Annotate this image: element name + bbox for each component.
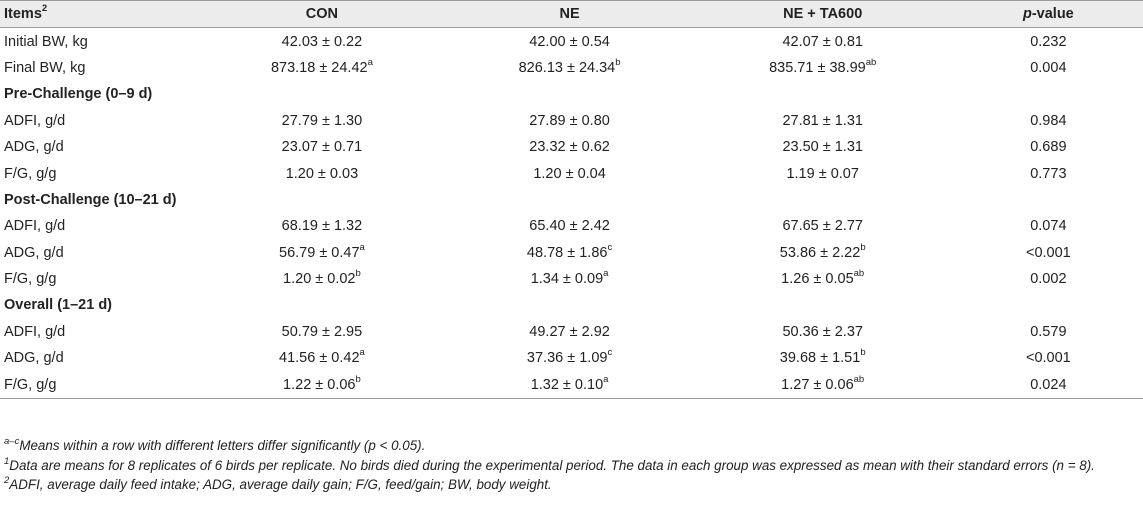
- table-row: [0, 371, 1143, 398]
- cell-p-value: 0.074: [1030, 218, 1067, 235]
- cell-p-value: 0.773: [1030, 165, 1067, 182]
- cell-con: [196, 28, 447, 55]
- row-label: Final BW, kg: [4, 59, 86, 76]
- footnote-significance: [4, 436, 1137, 456]
- row-label: ADG, g/d: [4, 244, 64, 261]
- cell-p-value: 0.004: [1030, 59, 1067, 76]
- cell-ne-ta600: [692, 55, 954, 81]
- section-label: Overall (1–21 d): [4, 297, 112, 314]
- cell-ne: [447, 55, 691, 81]
- row-label: F/G, g/g: [4, 165, 57, 182]
- table-row: [0, 319, 1143, 345]
- row-label: ADG, g/d: [4, 350, 64, 367]
- header-p-value: [954, 1, 1143, 28]
- significance-letter: a: [603, 373, 609, 385]
- cell-value: 1.22 ± 0.06: [283, 376, 356, 393]
- cell-ne: [447, 213, 691, 239]
- cell-ne-ta600: [692, 160, 954, 186]
- cell-value: 41.56 ± 0.42: [279, 350, 360, 367]
- table-row: [0, 266, 1143, 292]
- cell-value: 53.86 ± 2.22: [779, 244, 861, 261]
- cell-value: 50.79 ± 2.95: [281, 323, 363, 340]
- cell-value: 1.20 ± 0.04: [533, 165, 606, 182]
- footnote-text: Means within a row with different letters differ significantly (p < 0.05).: [19, 438, 426, 453]
- cell-value: 23.07 ± 0.71: [281, 139, 363, 156]
- cell-con: [196, 160, 447, 186]
- table-row: [0, 240, 1143, 266]
- cell-p-value: 0.689: [1030, 139, 1067, 156]
- significance-letter: ab: [853, 373, 865, 385]
- cell-p-value: <0.001: [1025, 350, 1071, 367]
- row-label: Initial BW, kg: [4, 33, 88, 50]
- cell-value: 50.36 ± 2.37: [782, 323, 863, 340]
- row-label: ADG, g/d: [4, 139, 64, 156]
- cell-ne: [447, 108, 691, 134]
- table-row: [0, 213, 1143, 239]
- footnote-mark: 1: [4, 455, 10, 467]
- row-label: F/G, g/g: [4, 271, 57, 288]
- cell-ne-ta600: [692, 240, 954, 266]
- cell-ne-ta600: [692, 134, 954, 160]
- cell-p-value: 0.024: [954, 371, 1143, 398]
- cell-con: [196, 319, 447, 345]
- cell-ne-ta600: [692, 266, 954, 292]
- table-footnotes: [4, 436, 1137, 495]
- cell-value: 1.26 ± 0.05: [781, 271, 854, 288]
- footnote-mark: a–c: [4, 435, 20, 447]
- cell-value: 65.40 ± 2.42: [529, 218, 610, 235]
- significance-letter: b: [355, 268, 361, 280]
- footnote-text: ADFI, average daily feed intake; ADG, average daily gain; F/G, feed/gain; BW, body weight.: [9, 477, 552, 492]
- significance-letter: c: [607, 347, 613, 359]
- significance-letter: b: [615, 57, 621, 69]
- table-row: [0, 345, 1143, 371]
- section-header-row: [0, 292, 1143, 318]
- cell-con: [196, 266, 447, 292]
- footnote-abbreviations: [4, 475, 1137, 495]
- cell-con: [196, 108, 447, 134]
- significance-letter: c: [607, 241, 613, 253]
- significance-letter: a: [603, 268, 609, 280]
- cell-value: 23.50 ± 1.31: [782, 139, 863, 156]
- cell-value: 67.65 ± 2.77: [782, 218, 863, 235]
- cell-ne-ta600: [692, 213, 954, 239]
- cell-ne: [447, 345, 691, 371]
- table-header-row: [0, 1, 1143, 28]
- row-label: ADFI, g/d: [4, 218, 66, 235]
- section-label: Pre-Challenge (0–9 d): [4, 86, 153, 103]
- header-p-italic: p: [1022, 6, 1032, 23]
- section-header-row: [0, 187, 1143, 213]
- header-ne: NE: [447, 1, 691, 28]
- cell-value: 1.20 ± 0.02: [283, 271, 356, 288]
- cell-p-value: 0.579: [1030, 323, 1067, 340]
- cell-ne-ta600: [692, 108, 954, 134]
- cell-ne: [447, 28, 691, 55]
- table-row: [0, 160, 1143, 186]
- significance-letter: b: [860, 241, 866, 253]
- significance-letter: ab: [853, 268, 865, 280]
- cell-value: 49.27 ± 2.92: [529, 323, 610, 340]
- cell-ne: [447, 266, 691, 292]
- cell-ne-ta600: [692, 345, 954, 371]
- row-label: F/G, g/g: [0, 371, 196, 398]
- cell-con: [196, 345, 447, 371]
- cell-ne-ta600: [692, 371, 954, 398]
- cell-value: 1.19 ± 0.07: [786, 165, 859, 182]
- cell-value: 826.13 ± 24.34: [518, 59, 616, 76]
- cell-value: 23.32 ± 0.62: [529, 139, 610, 156]
- header-con: CON: [196, 1, 447, 28]
- footnote-mark: 2: [4, 474, 10, 486]
- cell-value: 42.03 ± 0.22: [281, 33, 363, 50]
- table-body: [0, 28, 1143, 398]
- section-header-row: [0, 81, 1143, 107]
- cell-value: 1.32 ± 0.10: [530, 376, 604, 393]
- cell-value: 27.79 ± 1.30: [281, 112, 363, 129]
- row-label: ADFI, g/d: [4, 112, 66, 129]
- cell-p-value: 0.002: [1030, 271, 1067, 288]
- cell-value: 39.68 ± 1.51: [779, 350, 861, 367]
- significance-letter: a: [359, 241, 365, 253]
- table-row: [0, 55, 1143, 81]
- cell-value: 42.00 ± 0.54: [529, 33, 610, 50]
- header-items-footnote-mark: 2: [41, 3, 48, 15]
- cell-value: 835.71 ± 38.99: [769, 59, 866, 76]
- table-row: [0, 28, 1143, 55]
- cell-value: 873.18 ± 24.42: [270, 59, 368, 76]
- significance-letter: a: [367, 57, 373, 69]
- header-items: [0, 1, 196, 28]
- significance-letter: b: [860, 347, 866, 359]
- footnote-text: Data are means for 8 replicates of 6 birds per replicate. No birds died during the experimental period. The data in each group was expressed as mean with their standard errors (n = 8).: [9, 458, 1095, 473]
- significance-letter: ab: [865, 57, 877, 69]
- cell-ne-ta600: [692, 319, 954, 345]
- footnote-data-description: [4, 456, 1137, 475]
- cell-value: 1.34 ± 0.09: [530, 271, 604, 288]
- cell-ne: [447, 240, 691, 266]
- cell-value: 27.81 ± 1.31: [782, 112, 863, 129]
- cell-value: 37.36 ± 1.09: [526, 350, 608, 367]
- cell-ne: [447, 371, 691, 398]
- cell-con: [196, 55, 447, 81]
- cell-con: [196, 240, 447, 266]
- significance-letter: b: [355, 373, 361, 385]
- cell-value: 1.20 ± 0.03: [285, 165, 359, 182]
- significance-letter: a: [359, 347, 365, 359]
- cell-value: 48.78 ± 1.86: [526, 244, 608, 261]
- cell-value: 42.07 ± 0.81: [782, 33, 863, 50]
- table-row: [0, 108, 1143, 134]
- header-items-label: Items: [4, 6, 42, 23]
- row-label: ADFI, g/d: [4, 323, 66, 340]
- cell-p-value: <0.001: [1025, 244, 1071, 261]
- cell-con: [196, 213, 447, 239]
- cell-con: [196, 371, 447, 398]
- header-p-rest: -value: [1031, 6, 1074, 23]
- cell-ne: [447, 134, 691, 160]
- cell-ne: [447, 160, 691, 186]
- cell-con: [196, 134, 447, 160]
- cell-ne: [447, 319, 691, 345]
- cell-p-value: 0.232: [1030, 33, 1067, 50]
- cell-ne-ta600: [692, 28, 954, 55]
- cell-value: 68.19 ± 1.32: [281, 218, 363, 235]
- cell-p-value: 0.984: [1030, 112, 1067, 129]
- cell-value: 56.79 ± 0.47: [279, 244, 360, 261]
- cell-value: 27.89 ± 0.80: [529, 112, 610, 129]
- header-ne-ta600: NE + TA600: [692, 1, 954, 28]
- table-row: [0, 134, 1143, 160]
- section-label: Post-Challenge (10–21 d): [4, 191, 177, 208]
- cell-value: 1.27 ± 0.06: [781, 376, 854, 393]
